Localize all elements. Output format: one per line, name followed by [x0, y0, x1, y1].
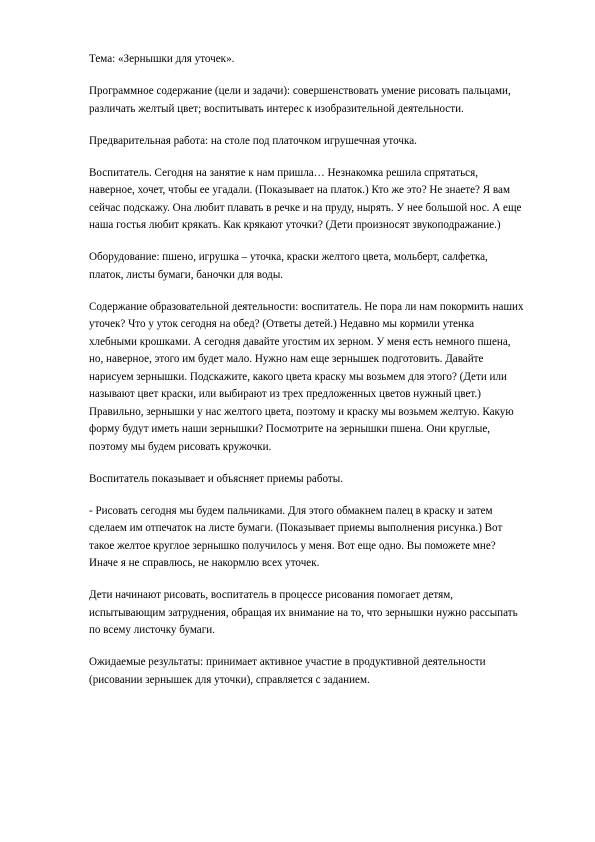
- text-line: форму будут иметь наши зернышки? Посмотрите на зернышки пшена. Они круглые,: [89, 423, 491, 435]
- text-line: Воспитатель. Сегодня на занятие к нам пришла… Незнакомка решила спрятаться,: [89, 166, 478, 179]
- text-line: называют цвет краски, или выбирают из трех предложенных цветов нужный цвет.): [89, 388, 481, 400]
- paragraph-equipment: [89, 249, 509, 284]
- text-line: Дети начинают рисовать, воспитатель в процессе рисования помогает детям,: [89, 589, 454, 601]
- paragraph-program-content: [89, 83, 509, 118]
- text-line: испытывающим затруднения, обращая их внимание на то, что зернышки нужно рассыпать: [89, 606, 518, 619]
- text-line: платок, листы бумаги, баночки для воды.: [89, 268, 284, 281]
- text-line: уточек? Что у уток сегодня на обед? (Ответы детей.) Недавно мы кормили утенка: [89, 318, 475, 330]
- text-line: наша гостья любит крякать. Как крякают уточки? (Дети произносят звукоподражание.): [89, 219, 501, 231]
- text-line: Содержание образовательной деятельности: воспитатель. Не пора ли нам покормить наших: [89, 300, 524, 313]
- text-line: хлебными крошками. А сегодня давайте угостим их зерном. У меня есть немного пшена,: [89, 335, 511, 348]
- text-line: Воспитатель показывает и объясняет приемы работы.: [89, 472, 343, 485]
- text-line: различать желтый цвет; воспитывать интерес к изобразительной деятельности.: [89, 102, 464, 115]
- text-line: Иначе я не справлюсь, не накормлю всех уточек.: [89, 557, 320, 569]
- text-line: но, наверное, этого им будет мало. Нужно нам еще зернышек подготовить. Давайте: [89, 353, 484, 365]
- paragraph-teacher-intro: [89, 165, 522, 235]
- text-line: Тема: «Зернышки для уточек».: [89, 53, 235, 65]
- text-line: Предварительная работа: на столе под платочком игрушечная уточка.: [89, 134, 417, 147]
- text-line: нарисуем зернышки. Подскажите, какого цвета краску мы возьмем для этого? (Дети или: [89, 370, 507, 383]
- paragraph-expected-results: [89, 654, 509, 689]
- paragraph-topic: [89, 51, 509, 69]
- text-line: Оборудование: пшено, игрушка – уточка, краски желтого цвета, мольберт, салфетка,: [89, 251, 488, 263]
- text-line: сейчас подскажу. Она любит плавать в речке и на пруду, нырять. У нее большой нос. А еще: [89, 201, 522, 214]
- text-line: Ожидаемые результаты: принимает активное участие в продуктивной деятельности: [89, 656, 486, 668]
- paragraph-preliminary-work: [89, 133, 509, 151]
- document-body: [89, 51, 524, 704]
- text-line: (рисовании зернышек для уточки), справляется с заданием.: [89, 673, 370, 686]
- text-line: сделаем им отпечаток на листе бумаги. (Показывает приемы выполнения рисунка.) Вот: [89, 522, 503, 534]
- text-line: наверное, хочет, чтобы ее угадали. (Показывает на платок.) Кто же это? Не знаете? Я вам: [89, 184, 510, 196]
- paragraph-activity-content: [89, 299, 524, 457]
- paragraph-teacher-shows: [89, 471, 509, 489]
- text-line: Правильно, зернышки у нас желтого цвета, поэтому и краску мы возьмем желтую. Какую: [89, 405, 514, 418]
- text-line: поэтому мы будем рисовать кружочки.: [89, 440, 272, 453]
- paragraph-finger-painting: [89, 503, 509, 573]
- text-line: по всему листочку бумаги.: [89, 624, 215, 636]
- text-line: такое желтое круглое зернышко получилось у меня. Вот еще одно. Вы поможете мне?: [89, 539, 496, 552]
- text-line: - Рисовать сегодня мы будем пальчиками. Для этого обмакнем палец в краску и затем: [89, 504, 493, 517]
- text-line: Программное содержание (цели и задачи): совершенствовать умение рисовать пальцами,: [89, 85, 511, 97]
- paragraph-children-draw: [89, 587, 518, 640]
